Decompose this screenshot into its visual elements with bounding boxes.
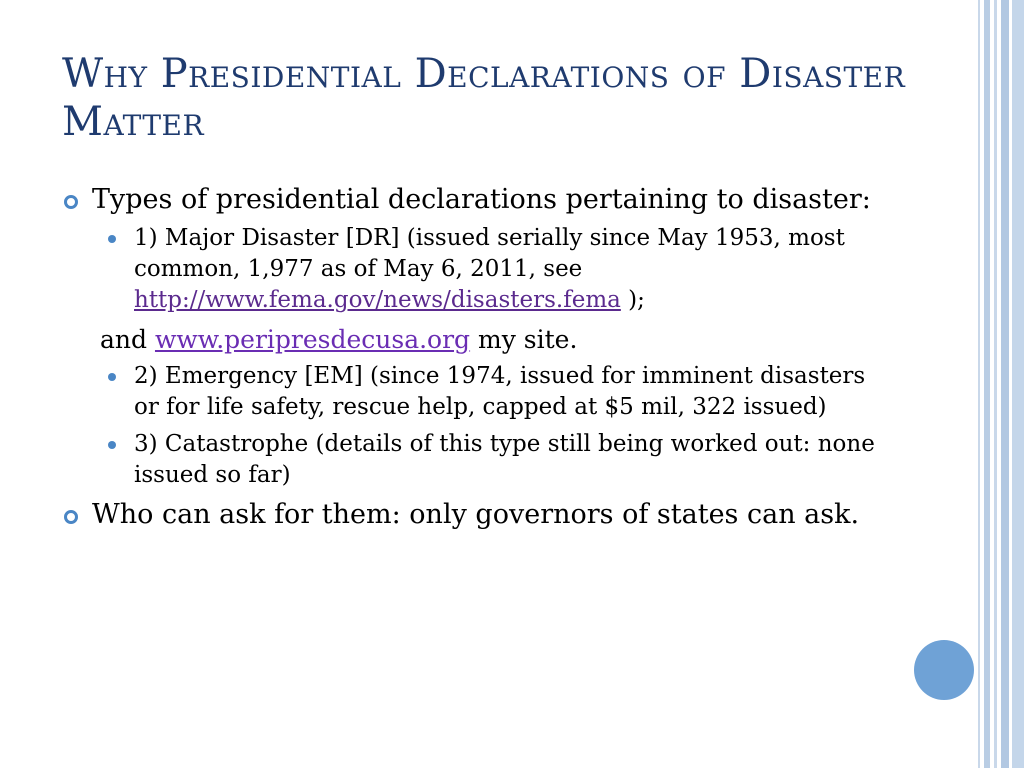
and-suffix: my site. [470, 325, 578, 354]
bullet-text: 3) Catastrophe (details of this type still being worked out: none issued so far) [134, 431, 875, 488]
bullet-text: Who can ask for them: only governors of states can ask. [92, 499, 860, 530]
decorative-circle [914, 640, 974, 700]
bullet-level1 [62, 182, 882, 217]
and-prefix: and [100, 325, 155, 354]
bullet-text-tail: ); [620, 287, 645, 313]
bullet-text: 1) Major Disaster [DR] (issued serially since May 1953, most common, 1,977 as of May 6, 2011, see [134, 225, 845, 282]
stripe [1012, 0, 1024, 768]
stripe [994, 0, 997, 768]
bullet-level1 [62, 497, 882, 532]
decorative-stripes [976, 0, 1024, 768]
site-link[interactable]: www.peripresdecusa.org [154, 325, 471, 354]
slide-title: Why Presidential Declarations of Disaster Matter [62, 51, 906, 145]
dot-bullet-icon [108, 441, 116, 449]
plain-text-line [62, 322, 882, 357]
bullet-level2 [62, 361, 882, 423]
bullet-text: Types of presidential declarations pertaining to disaster: [92, 184, 871, 215]
bullet-text: 2) Emergency [EM] (since 1974, issued for imminent disasters or for life safety, rescue help, capped at $5 mil, 322 issued) [134, 363, 866, 420]
stripe [984, 0, 990, 768]
dot-bullet-icon [108, 235, 116, 243]
bullet-level2 [62, 223, 882, 316]
slide-content [62, 182, 882, 538]
dot-bullet-icon [108, 373, 116, 381]
stripe [978, 0, 980, 768]
ring-bullet-icon [64, 510, 78, 524]
ring-bullet-icon [64, 195, 78, 209]
fema-link[interactable]: http://www.fema.gov/news/disasters.fema [134, 287, 621, 313]
stripe [1001, 0, 1009, 768]
bullet-level2 [62, 429, 882, 491]
